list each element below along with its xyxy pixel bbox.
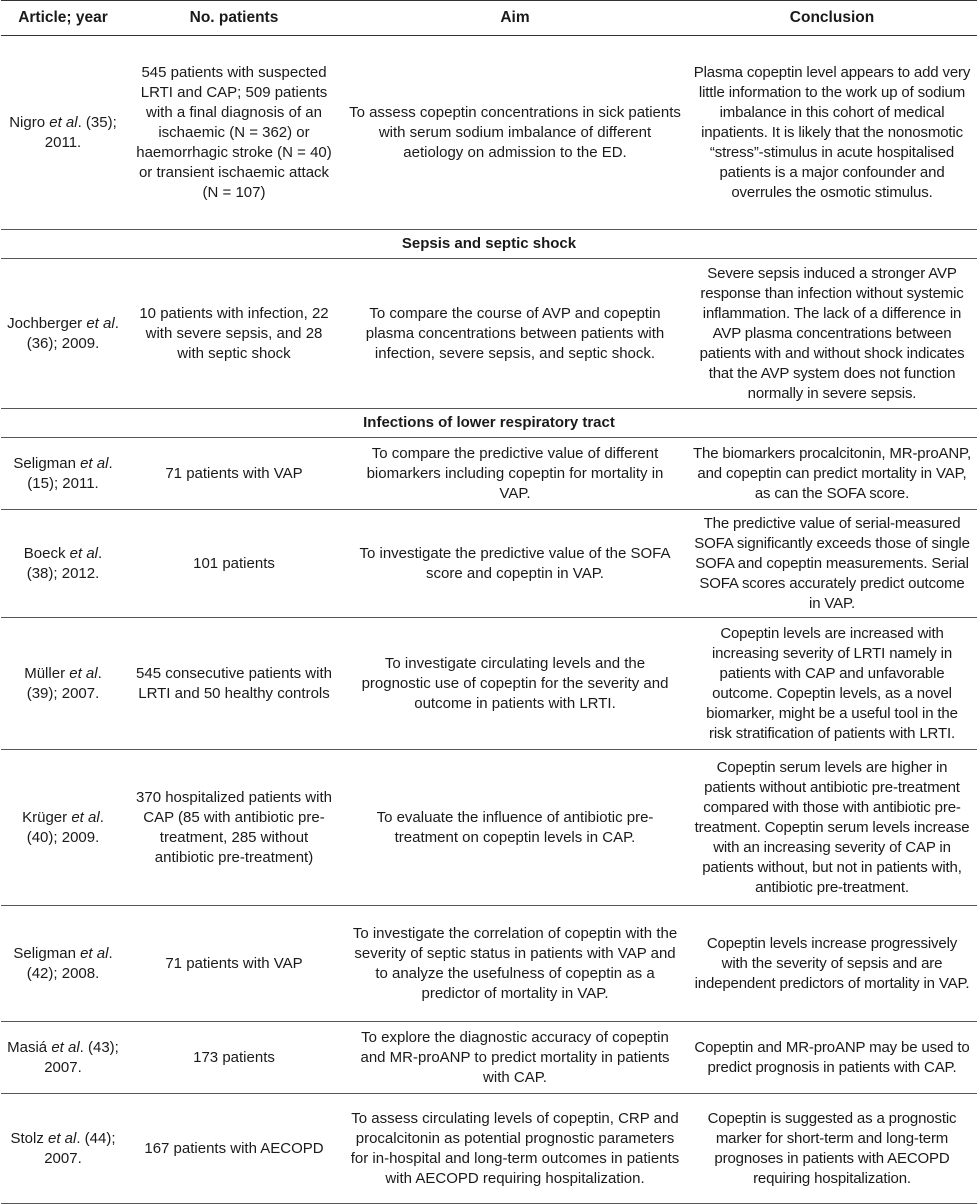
article-year-cell xyxy=(1,259,125,409)
section-heading: Infections of lower respiratory tract xyxy=(363,414,615,431)
patients-cell: 71 patients with VAP xyxy=(165,954,303,972)
table-row xyxy=(1,36,977,230)
aim-cell: To assess copeptin concentrations in sick patients with serum sodium imbalance of different aetiology on admission to the ED. xyxy=(349,103,681,161)
patients-cell: 545 consecutive patients with LRTI and 50 healthy controls xyxy=(136,664,332,702)
aim-cell: To investigate circulating levels and the prognostic use of copeptin for the severity and outcome in patients with LRTI. xyxy=(361,654,669,712)
conclusion-cell: The biomarkers procalcitonin, MR-proANP, and copeptin can predict mortality in VAP, as can the SOFA score. xyxy=(693,444,971,502)
aim-cell: To investigate the predictive value of the SOFA score and copeptin in VAP. xyxy=(359,544,671,582)
table-row xyxy=(1,259,977,409)
aim-cell: To compare the predictive value of different biomarkers including copeptin for mortality in VAP. xyxy=(366,444,664,502)
article-year-cell xyxy=(1,438,125,510)
conclusion-cell: Copeptin serum levels are higher in patients without antibiotic pre-treatment compared with those with antibiotic pre-treatment. Copeptin serum levels increase with an increasing severity of CAP in patients without, but not in patients with, antibiotic pre-treatment. xyxy=(694,758,970,896)
conclusion-cell: Severe sepsis induced a stronger AVP response than infection without systemic inflammation. The lack of a difference in AVP plasma concentrations between patients with and without shock indicates that the AVP system does not function normally in severe sepsis. xyxy=(699,264,965,402)
table-row xyxy=(1,438,977,510)
article-author: Seligman xyxy=(13,944,81,962)
article-author: Nigro xyxy=(9,113,50,131)
article-year-cell xyxy=(1,750,125,906)
article-ref-year: . (44); 2007. xyxy=(44,1129,116,1167)
conclusion-cell: Plasma copeptin level appears to add very little information to the work up of sodium imbalance in this cohort of medical inpatients. It is likely that the nonosmotic “stress”-stimulus in acute hospitalised patients is a major confounder and overrules the osmotic stimulus. xyxy=(693,63,971,201)
article-ref-year: . (35); 2011. xyxy=(44,113,117,151)
article-author: Masiá xyxy=(7,1038,52,1056)
table-row xyxy=(1,1094,977,1204)
table-row xyxy=(1,1022,977,1094)
patients-cell: 101 patients xyxy=(193,554,275,572)
table-row xyxy=(1,750,977,906)
aim-cell: To evaluate the influence of antibiotic pre-treatment on copeptin levels in CAP. xyxy=(376,808,654,846)
header-article-year: Article; year xyxy=(1,1,125,36)
article-ref-year: . (15); 2011. xyxy=(27,454,113,492)
article-author: Jochberger xyxy=(7,314,87,332)
conclusion-cell: Copeptin and MR-proANP may be used to predict prognosis in patients with CAP. xyxy=(694,1038,970,1076)
copeptin-studies-table xyxy=(1,0,977,1204)
article-year-cell xyxy=(1,1022,125,1094)
conclusion-cell: Copeptin levels increase progressively with the severity of sepsis and are independent predictors of mortality in VAP. xyxy=(694,934,970,992)
article-author: Krüger xyxy=(22,808,72,826)
article-author: Boeck xyxy=(23,544,70,562)
header-conclusion: Conclusion xyxy=(687,1,977,36)
table-row xyxy=(1,510,977,618)
article-year-cell xyxy=(1,906,125,1022)
aim-cell: To compare the course of AVP and copeptin plasma concentrations between patients with infection, severe sepsis, and septic shock. xyxy=(365,304,665,362)
section-header-row xyxy=(1,409,977,438)
article-author: Müller xyxy=(24,664,70,682)
patients-cell: 167 patients with AECOPD xyxy=(144,1139,324,1157)
table-row xyxy=(1,906,977,1022)
table-row xyxy=(1,618,977,750)
section-header-row xyxy=(1,230,977,259)
patients-cell: 10 patients with infection, 22 with severe sepsis, and 28 with septic shock xyxy=(139,304,329,362)
header-aim: Aim xyxy=(343,1,687,36)
article-year-cell xyxy=(1,1094,125,1204)
article-author: Stolz xyxy=(10,1129,48,1147)
article-year-cell xyxy=(1,618,125,750)
article-year-cell xyxy=(1,36,125,230)
article-et-al: et al xyxy=(69,544,99,562)
article-et-al: et al xyxy=(49,113,78,131)
aim-cell: To assess circulating levels of copeptin, CRP and procalcitonin as potential prognostic parameters for in-hospital and long-term outcomes in patients with AECOPD requiring hospitalization. xyxy=(350,1109,680,1187)
patients-cell: 71 patients with VAP xyxy=(165,464,303,482)
article-ref-year: . (39); 2007. xyxy=(26,664,102,702)
article-et-al: et al xyxy=(86,314,115,332)
table-body xyxy=(1,36,977,1204)
conclusion-cell: The predictive value of serial-measured SOFA significantly exceeds those of single SOFA and copeptin measurements. Serial SOFA scores accurately predict outcome in VAP. xyxy=(694,514,970,612)
article-ref-year: . (42); 2008. xyxy=(26,944,113,982)
article-ref-year: . (43); 2007. xyxy=(44,1038,119,1076)
table-header-row xyxy=(1,1,977,36)
article-et-al: et al xyxy=(69,664,98,682)
section-heading: Sepsis and septic shock xyxy=(401,235,577,252)
article-et-al: et al xyxy=(80,944,109,962)
article-ref-year: . (38); 2012. xyxy=(26,544,103,582)
article-et-al: et al xyxy=(51,1038,80,1056)
conclusion-cell: Copeptin levels are increased with increasing severity of LRTI namely in patients with CAP and unfavorable outcome. Copeptin levels, as a novel biomarker, might be a useful tool in the risk stratification of patients with LRTI. xyxy=(706,624,958,742)
article-et-al: et al xyxy=(80,454,109,472)
aim-cell: To investigate the correlation of copeptin with the severity of septic status in patients with VAP and to analyze the usefulness of copeptin as a predictor of mortality in VAP. xyxy=(352,924,678,1002)
conclusion-cell: Copeptin is suggested as a prognostic marker for short-term and long-term prognoses in patients with AECOPD requiring hospitalization. xyxy=(707,1109,957,1187)
header-no-patients: No. patients xyxy=(125,1,343,36)
patients-cell: 545 patients with suspected LRTI and CAP; 509 patients with a final diagnosis of an ischaemic (N = 362) or haemorrhagic stroke (N = 40) or transient ischaemic attack (N = 107) xyxy=(136,63,332,201)
article-ref-year: . (40); 2009. xyxy=(26,808,104,846)
article-author: Seligman xyxy=(13,454,81,472)
article-et-al: et al xyxy=(71,808,100,826)
patients-cell: 173 patients xyxy=(193,1048,275,1066)
article-et-al: et al xyxy=(47,1129,77,1147)
article-ref-year: . (36); 2009. xyxy=(26,314,119,352)
aim-cell: To explore the diagnostic accuracy of copeptin and MR-proANP to predict mortality in patients with CAP. xyxy=(360,1028,670,1086)
patients-cell: 370 hospitalized patients with CAP (85 with antibiotic pre-treatment, 285 without antibiotic pre-treatment) xyxy=(136,788,332,866)
article-year-cell xyxy=(1,510,125,618)
